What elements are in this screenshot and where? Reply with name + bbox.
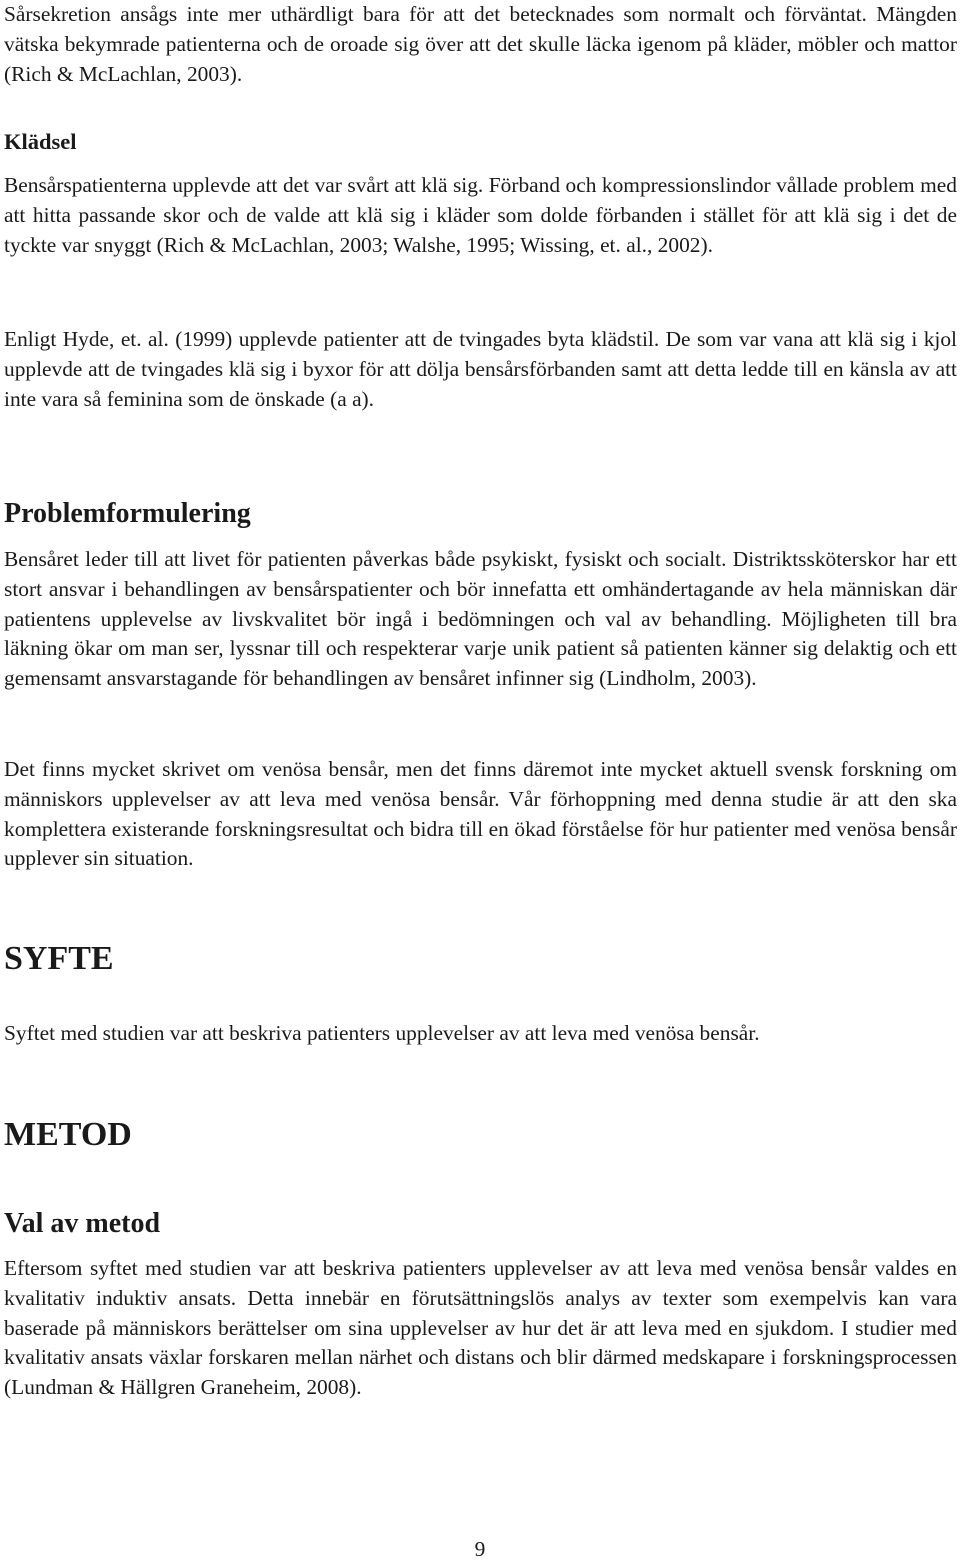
problemformulering-paragraph-2-block [4, 755, 957, 874]
kladsel-heading-block [4, 127, 957, 157]
intro-paragraph: Sårsekretion ansågs inte mer uthärdligt bara för att det betecknades som normalt och förväntat. Mängden vätska bekymrade patienterna och de oroade sig över att det skulle läcka igenom på kläder, möbler och mattor (Rich & McLachlan, 2003). [4, 2, 957, 86]
metod-paragraph: Eftersom syftet med studien var att beskriva patienters upplevelser av att leva med venösa bensår valdes en kvalitativ induktiv ansats. Detta innebär en förutsättningslös analys av texter som exempelvis kan vara baserade på människors berättelser om sina upplevelser av hur det är att leva med en sjukdom. I studier med kvalitativ ansats växlar forskaren mellan närhet och distans och blir därmed medskapare i forskningsprocessen (Lundman & Hällgren Graneheim, 2008). [4, 1256, 957, 1400]
syfte-paragraph-block [4, 1019, 957, 1049]
val-av-metod-heading: Val av metod [4, 1208, 161, 1239]
kladsel-paragraph-1: Bensårspatienterna upplevde att det var svårt att klä sig. Förband och kompressionslindor vållade problem med att hitta passande skor och de valde att klä sig i kläder som dolde förbanden i stället för att klä sig i det de tyckte var snyggt (Rich & McLachlan, 2003; Walshe, 1995; Wissing, et. al., 2002). [4, 173, 957, 257]
kladsel-paragraph-2: Enligt Hyde, et. al. (1999) upplevde patienter att de tvingades byta klädstil. De som var vana att klä sig i kjol upplevde att de tvingades klä sig i byxor för att dölja bensårsförbanden samt att detta ledde till en känsla av att inte vara så feminina som de önskade (a a). [4, 327, 957, 411]
problemformulering-paragraph-1: Bensåret leder till att livet för patienten påverkas både psykiskt, fysiskt och socialt. Distriktssköterskor har ett stort ansvar i behandlingen av bensårspatienter och bör innefatta ett omhändertagande av hela människan där patientens upplevelse av livskvalitet bör ingå i bedömningen och val av behandling. Möjligheten till bra läkning ökar om man ser, lyssnar till och respekterar varje unik patient så patienten känner sig delaktig och ett gemensamt ansvarstagande för behandlingen av bensåret infinner sig (Lindholm, 2003). [4, 547, 957, 691]
intro-paragraph-block [4, 0, 957, 89]
metod-paragraph-block [4, 1254, 957, 1403]
syfte-heading: SYFTE [4, 940, 114, 977]
kladsel-paragraph-2-block [4, 325, 957, 414]
kladsel-paragraph-1-block [4, 171, 957, 260]
val-av-metod-heading-block [4, 1206, 957, 1242]
metod-heading-block [4, 1114, 957, 1156]
metod-heading: METOD [4, 1116, 132, 1153]
problemformulering-heading: Problemformulering [4, 498, 251, 529]
problemformulering-paragraph-2: Det finns mycket skrivet om venösa bensår, men det finns däremot inte mycket aktuell svensk forskning om människors upplevelser av att leva med venösa bensår. Vår förhoppning med denna studie är att den ska komplettera existerande forskningsresultat och bidra till en ökad förståelse för hur patienter med venösa bensår upplever sin situation. [4, 757, 957, 871]
problemformulering-heading-block [4, 496, 957, 532]
kladsel-heading: Klädsel [4, 129, 77, 154]
syfte-paragraph: Syftet med studien var att beskriva patienters upplevelser av att leva med venösa bensår. [4, 1021, 760, 1045]
page-number: 9 [474, 1537, 486, 1561]
problemformulering-paragraph-1-block [4, 545, 957, 694]
syfte-heading-block [4, 938, 957, 980]
